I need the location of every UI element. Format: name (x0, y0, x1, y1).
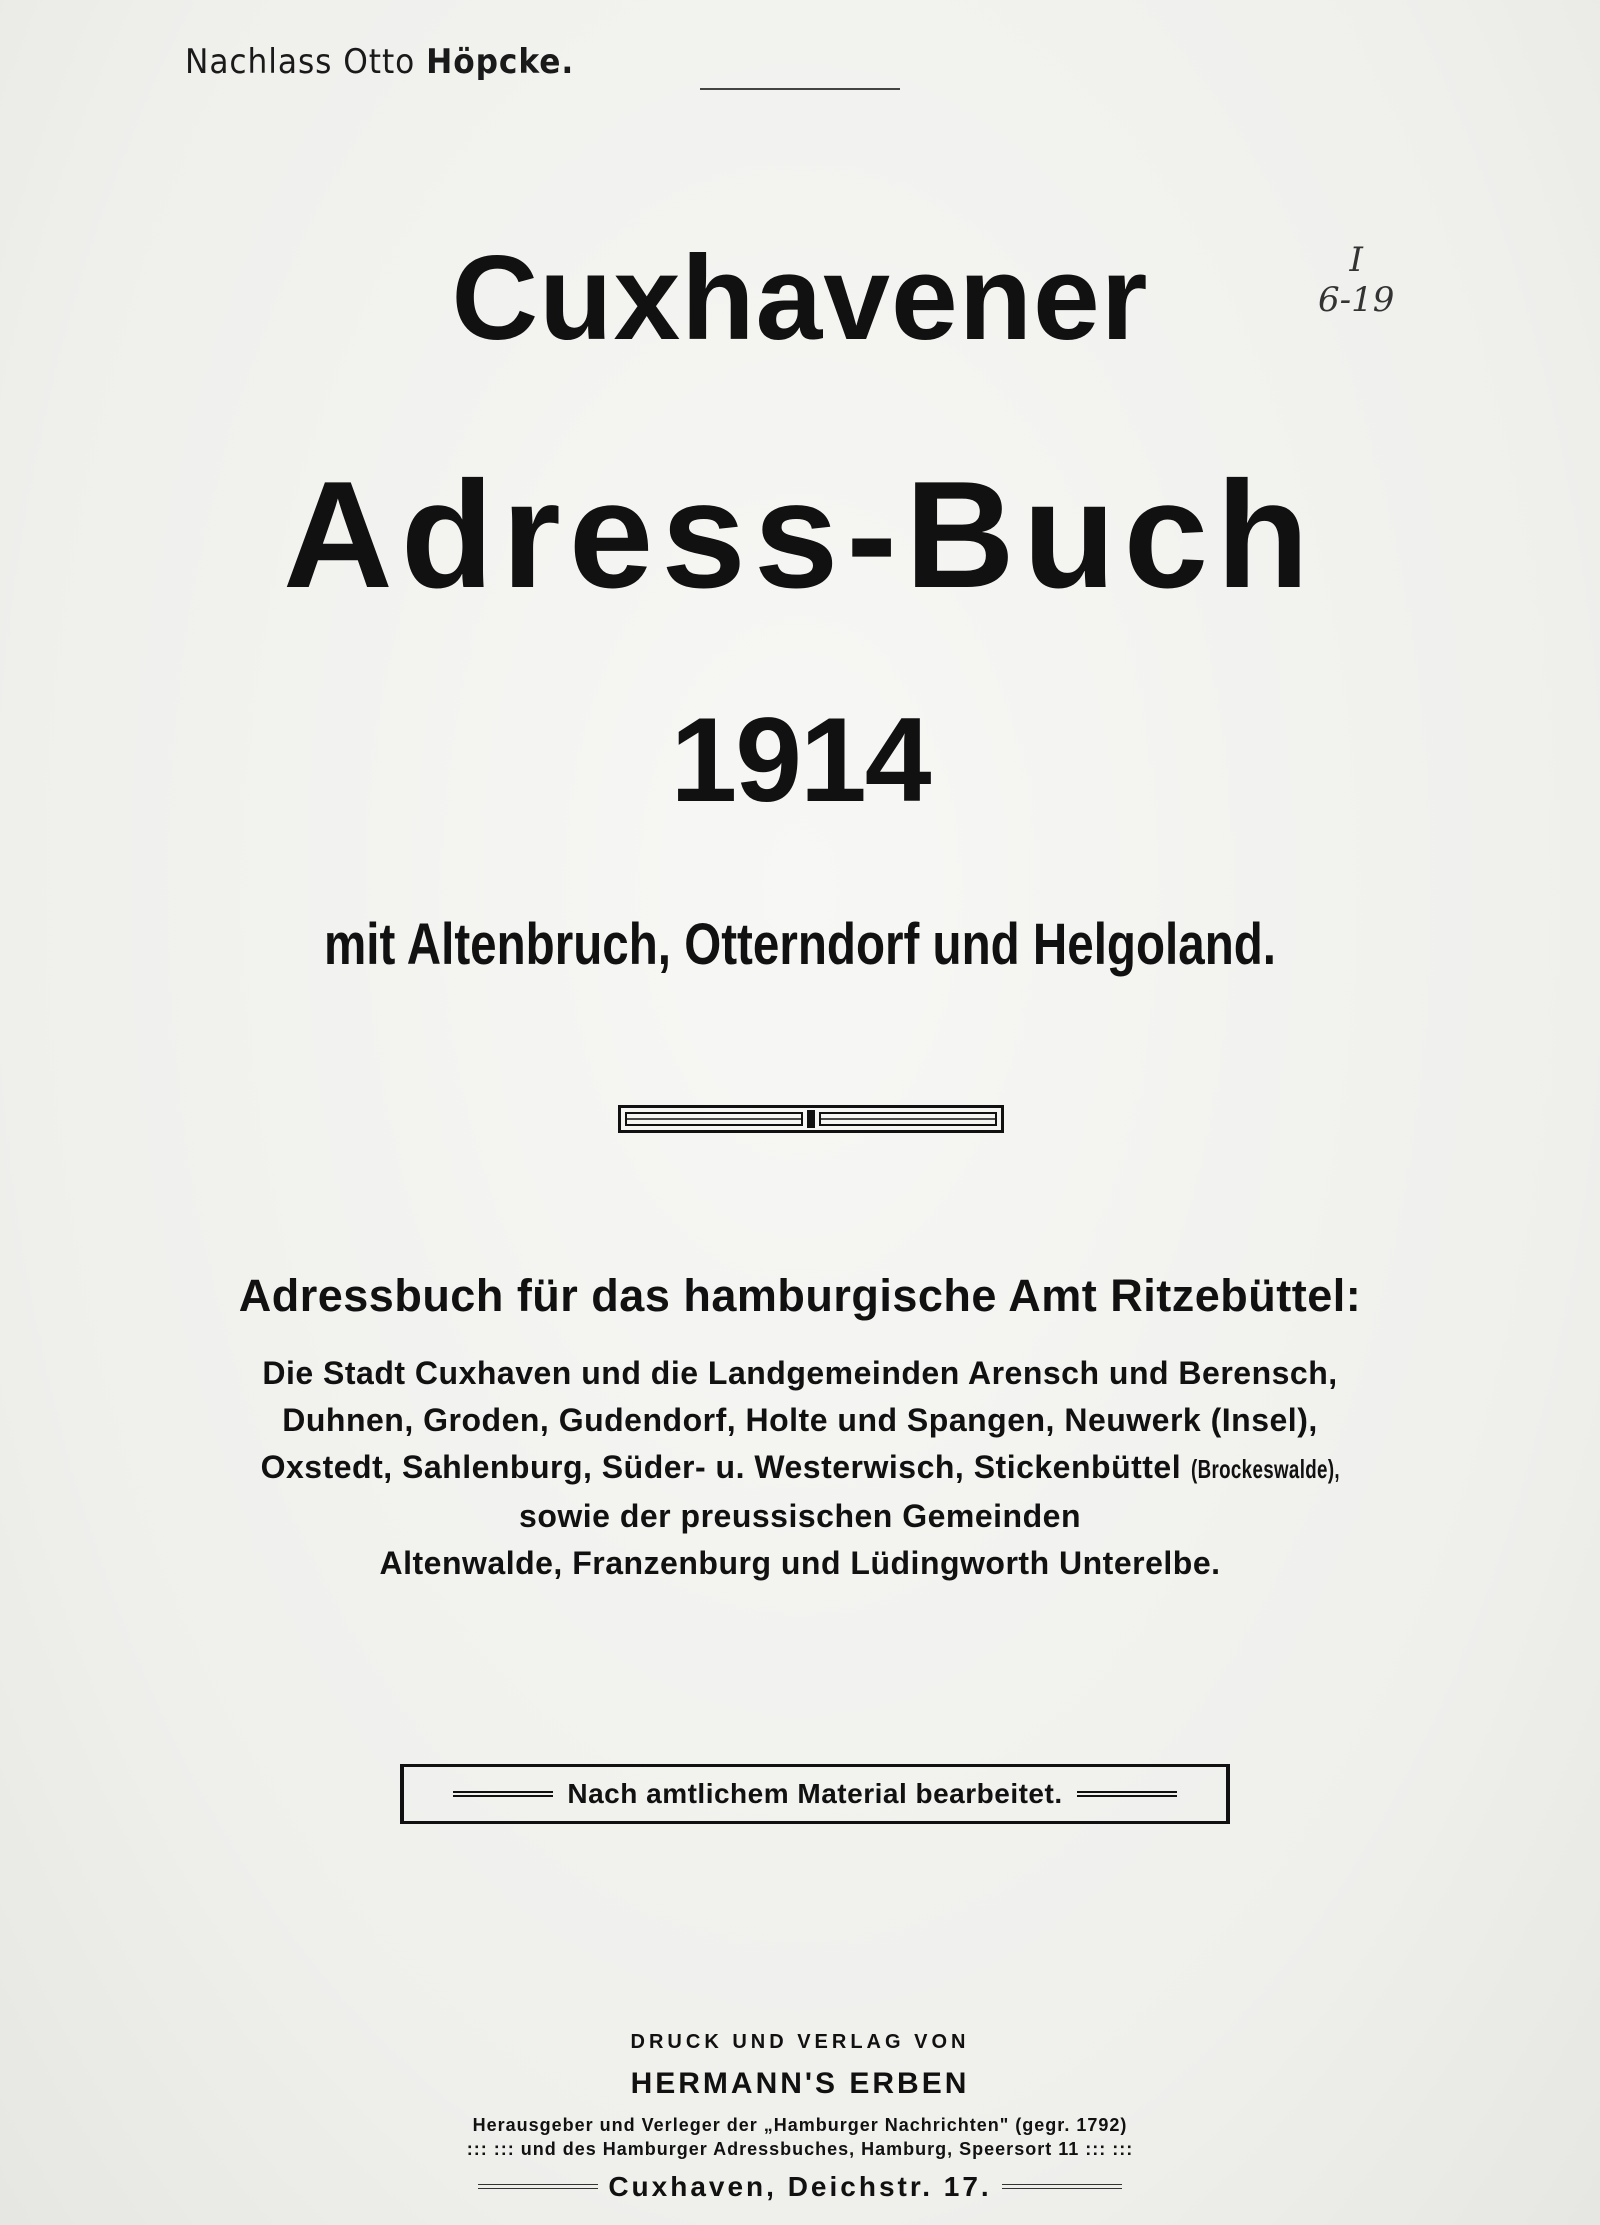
stamp-underline (700, 88, 900, 90)
list-line-text: Oxstedt, Sahlenburg, Süder- u. Westerwisch, Stickenbüttel (260, 1449, 1182, 1485)
title-subtitle: mit Altenbruch, Otterndorf und Helgoland. (323, 912, 1277, 977)
address-rule-right (1002, 2184, 1122, 2189)
title-line-2: Adress-Buch (283, 450, 1317, 620)
shelfmark-line-1: I (1349, 240, 1363, 280)
list-line: sowie der preussischen Gemeinden (519, 1498, 1081, 1534)
list-line: Die Stadt Cuxhaven und die Landgemeinden Arensch und Berensch, (262, 1355, 1338, 1391)
imprint-heading: DRUCK UND VERLAG VON (630, 2031, 970, 2053)
list-line: Duhnen, Groden, Gudendorf, Holte und Spangen, Neuwerk (Insel), (282, 1402, 1318, 1438)
official-material-box (400, 1764, 1230, 1824)
list-line (0, 1444, 1600, 1493)
note-rule-right (1077, 1791, 1177, 1797)
brockeswalde-note: (Brockeswalde), (1190, 1454, 1340, 1484)
publisher-info-1: Herausgeber und Verleger der „Hamburger Nachrichten" (gegr. 1792) (472, 2115, 1128, 2135)
publisher-info-2: ::: ::: und des Hamburger Adressbuches, Hamburg, Speersort 11 ::: ::: (466, 2139, 1134, 2159)
section-heading: Adressbuch für das hamburgische Amt Ritzebüttel: (238, 1270, 1362, 1321)
official-material-note: Nach amtlichem Material bearbeitet. (567, 1778, 1063, 1809)
publisher-address: Cuxhaven, Deichstr. 17. (608, 2170, 992, 2202)
title-line-1: Cuxhavener (451, 231, 1149, 365)
list-line: Altenwalde, Franzenburg und Lüdingworth Unterelbe. (379, 1545, 1221, 1581)
stamp-prefix: Nachlass Otto (185, 42, 416, 82)
note-rule-left (453, 1791, 553, 1797)
ornamental-divider (618, 1105, 1004, 1133)
shelfmark-line-2: 6-19 (1318, 280, 1395, 320)
title-year: 1914 (670, 693, 930, 827)
publisher-address-row (0, 2163, 1600, 2204)
estate-stamp (185, 42, 574, 82)
stamp-name: Höpcke. (426, 42, 575, 82)
municipality-list (0, 1350, 1600, 1587)
address-rule-left (478, 2184, 598, 2189)
publisher-name: HERMANN'S ERBEN (630, 2067, 970, 2100)
